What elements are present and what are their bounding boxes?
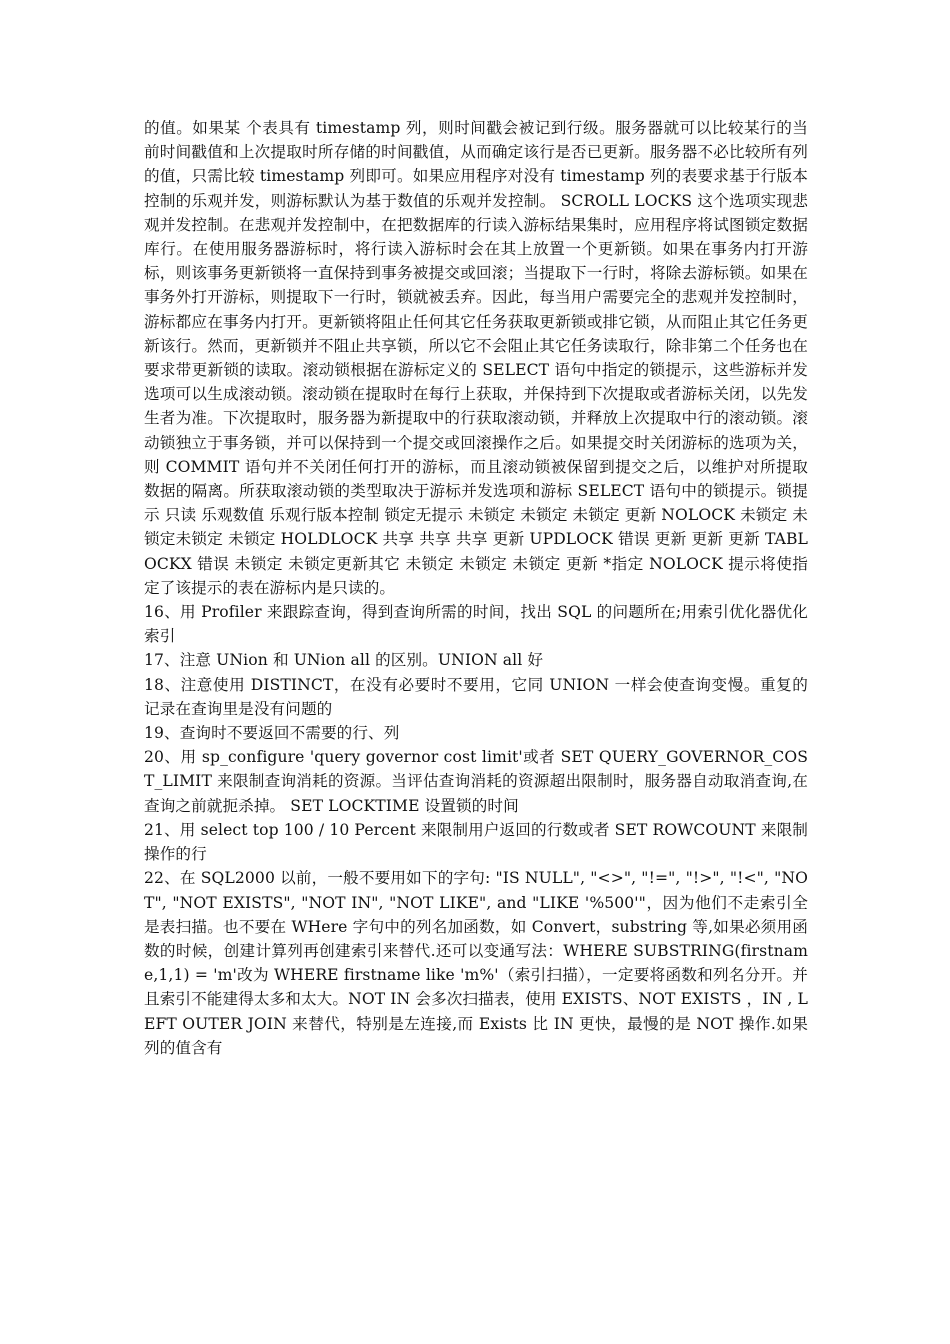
- paragraph-tip-16: 16、用 Profiler 来跟踪查询，得到查询所需的时间，找出 SQL 的问题所在;用索引优化器优化索引: [144, 603, 808, 646]
- document-body: [144, 116, 808, 1060]
- paragraph-tip-21: 21、用 select top 100 / 10 Percent 来限制用户返回的行数或者 SET ROWCOUNT 来限制操作的行: [144, 820, 808, 864]
- paragraph-tip-17: 17、注意 UNion 和 UNion all 的区别。UNION all 好: [144, 651, 544, 670]
- paragraph-tip-18: 18、注意使用 DISTINCT，在没有必要时不要用，它同 UNION 一样会使查询变慢。重复的记录在查询里是没有问题的: [144, 675, 808, 718]
- paragraph-cursor-locking: 的值。如果某 个表具有 timestamp 列，则时间戳会被记到行级。服务器就可以比较某行的当前时间戳值和上次提取时所存储的时间戳值，从而确定该行是否已更新。服务器不必比较所有列的值，只需比较 timestamp 列即可。如果应用程序对没有 timestamp 列的表要求基于行版本控制的乐观并发，则游标默认为基于数值的乐观并发控制。 SCROLL LOCKS 这个选项实现悲观并发控制。在悲观并发控制中，在把数据库的行读入游标结果集时，应用程序将试图锁定数据库行。在使用服务器游标时，将行读入游标时会在其上放置一个更新锁。如果在事务内打开游标，则该事务更新锁将一直保持到事务被提交或回滚；当提取下一行时，将除去游标锁。如果在事务外打开游标，则提取下一行时，锁就被丢弃。因此，每当用户需要完全的悲观并发控制时，游标都应在事务内打开。更新锁将阻止任何其它任务获取更新锁或排它锁，从而阻止其它任务更新该行。然而，更新锁并不阻止共享锁，所以它不会阻止其它任务读取行，除非第二个任务也在要求带更新锁的读取。滚动锁根据在游标定义的 SELECT 语句中指定的锁提示，这些游标并发选项可以生成滚动锁。滚动锁在提取时在每行上获取，并保持到下次提取或者游标关闭，以先发生者为准。下次提取时，服务器为新提取中的行获取滚动锁，并释放上次提取中行的滚动锁。滚动锁独立于事务锁，并可以保持到一个提交或回滚操作之后。如果提交时关闭游标的选项为关，则 COMMIT 语句并不关闭任何打开的游标，而且滚动锁被保留到提交之后，以维护对所提取数据的隔离。所获取滚动锁的类型取决于游标并发选项和游标 SELECT 语句中的锁提示。锁提示 只读 乐观数值 乐观行版本控制 锁定无提示 未锁定 未锁定 未锁定 更新 NOLOCK 未锁定 未锁定未锁定 未锁定 HOLDLOCK 共享 共享 共享 更新 UPDLOCK 错误 更新 更新 更新 TABLOCKX 错误 未锁定 未锁定更新其它 未锁定 未锁定 未锁定 更新 *指定 NOLOCK 提示将使指定了该提示的表在游标内是只读的。: [144, 119, 808, 597]
- paragraph-tip-20: 20、用 sp_configure 'query governor cost limit'或者 SET QUERY_GOVERNOR_COST_LIMIT 来限制查询消耗的资源。当评估查询消耗的资源超出限制时，服务器自动取消查询,在查询之前就扼杀掉。 SET LOCKTIME 设置锁的时间: [144, 748, 808, 815]
- paragraph-tip-19: 19、查询时不要返回不需要的行、列: [144, 724, 400, 743]
- paragraph-tip-22: 22、在 SQL2000 以前，一般不要用如下的字句: "IS NULL", "<>", "!=", "!>", "!<", "NOT", "NOT EXISTS", "NOT IN", "NOT LIKE", and "LIKE '%500'"，因为他们不走索引全是表扫描。也不要在 WHere 字句中的列名加函数，如 Convert，substring 等,如果必须用函数的时候，创建计算列再创建索引来替代.还可以变通写法：WHERE SUBSTRING(firstname,1,1) = 'm'改为 WHERE firstname like 'm%'（索引扫描），一定要将函数和列名分开。并且索引不能建得太多和太大。NOT IN 会多次扫描表，使用 EXISTS、NOT EXISTS ，IN , LEFT OUTER JOIN 来替代，特别是左连接,而 Exists 比 IN 更快，最慢的是 NOT 操作.如果列的值含有: [144, 869, 808, 1057]
